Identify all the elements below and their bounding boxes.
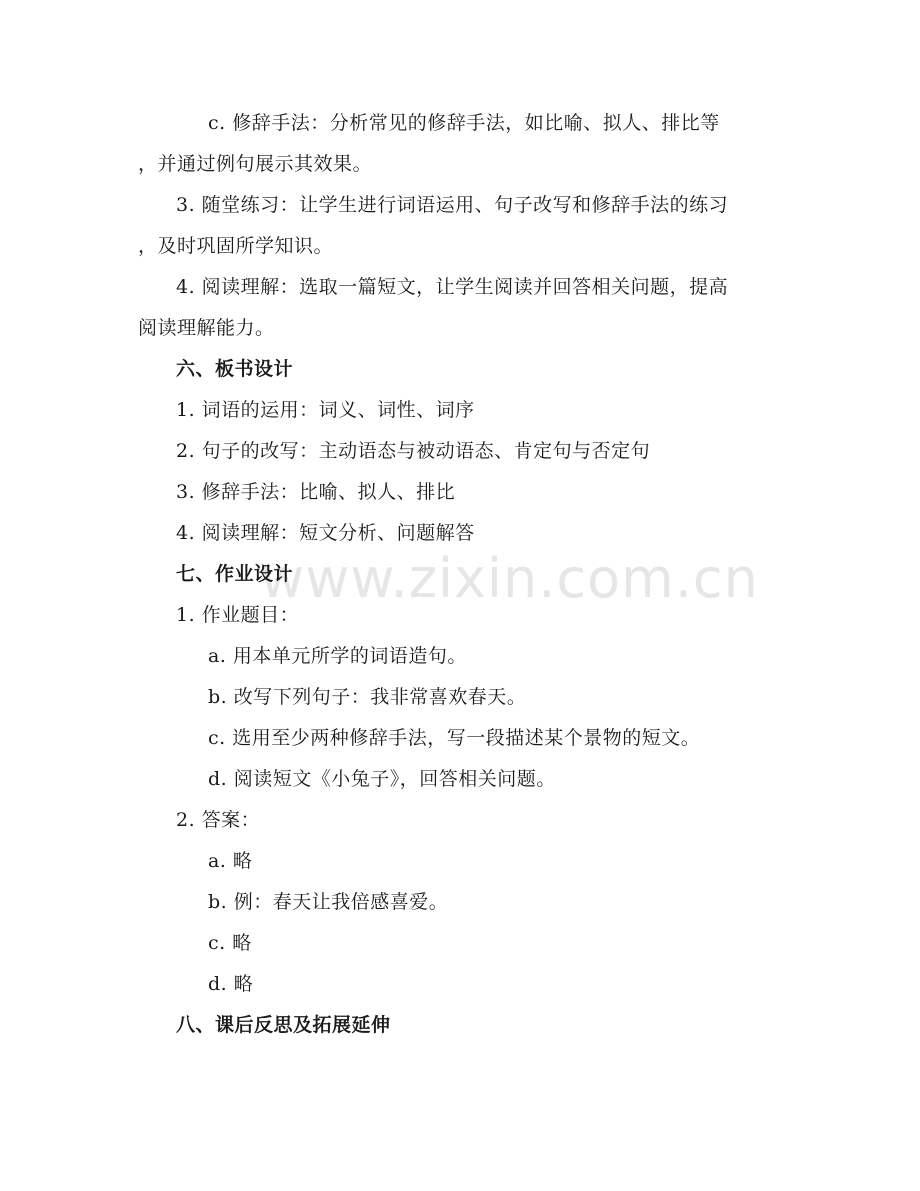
sub-list-item: d. 阅读短文《小兔子》，回答相关问题。 (208, 768, 556, 790)
paragraph-line: 3. 随堂练习：让学生进行词语运用、句子改写和修辞手法的练习 (176, 194, 729, 216)
list-item: 1. 词语的运用：词义、词性、词序 (176, 399, 475, 421)
sub-list-item: d. 略 (208, 973, 254, 995)
section-heading: 八、课后反思及拓展延伸 (176, 1014, 391, 1036)
list-item: 2. 句子的改写：主动语态与被动语态、肯定句与否定句 (176, 440, 651, 462)
sub-list-item: a. 略 (208, 850, 253, 872)
section-heading: 六、板书设计 (176, 358, 294, 380)
list-item: 3. 修辞手法：比喻、拟人、排比 (176, 481, 456, 503)
sub-list-item: c. 选用至少两种修辞手法，写一段描述某个景物的短文。 (208, 727, 701, 749)
paragraph-line: ，并通过例句展示其效果。 (138, 153, 373, 175)
list-item: 4. 阅读理解：短文分析、问题解答 (176, 522, 475, 544)
sub-list-item: b. 例：春天让我倍感喜爱。 (208, 891, 449, 913)
sub-list-item: a. 用本单元所学的词语造句。 (208, 645, 467, 667)
paragraph-line: c. 修辞手法：分析常见的修辞手法，如比喻、拟人、排比等 (208, 112, 720, 134)
list-item: 1. 作业题目： (176, 604, 300, 626)
sub-list-item: b. 改写下列句子：我非常喜欢春天。 (208, 686, 527, 708)
list-item: 2. 答案： (176, 809, 261, 831)
section-heading: 七、作业设计 (176, 563, 294, 585)
paragraph-line: 4. 阅读理解：选取一篇短文，让学生阅读并回答相关问题，提高 (176, 276, 729, 298)
paragraph-line: 阅读理解能力。 (138, 317, 275, 339)
watermark: www.zixin.com.cn (260, 547, 759, 610)
sub-list-item: c. 略 (208, 932, 252, 954)
paragraph-line: ，及时巩固所学知识。 (138, 235, 334, 257)
